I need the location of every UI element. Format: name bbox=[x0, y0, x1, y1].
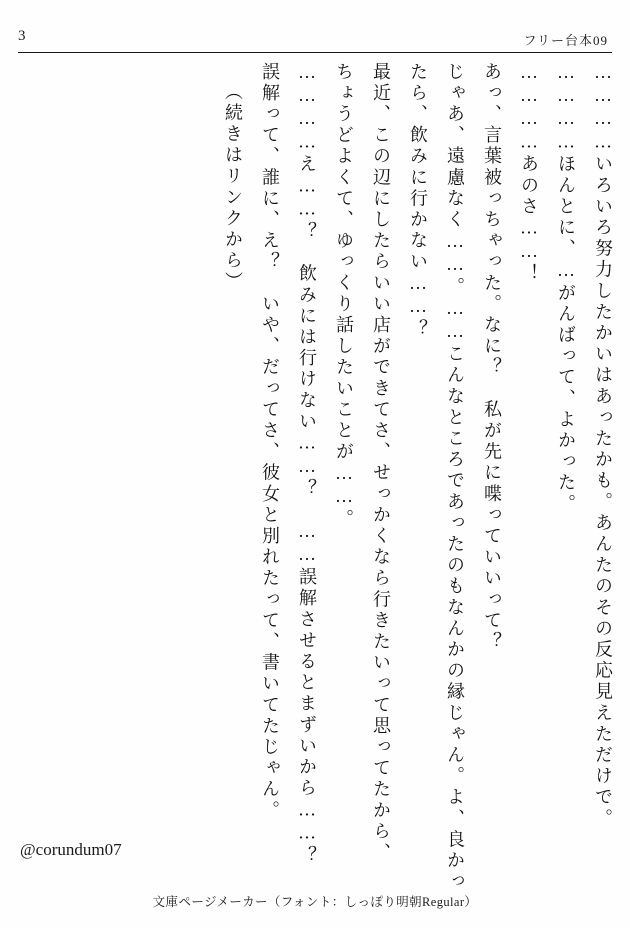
footer-note: 文庫ページメーカー（フォント：しっぽり明朝Regular） bbox=[152, 895, 478, 909]
text-line: 誤解って、誰に、え？ いや、だってさ、彼女と別れたって、書いてたじゃん。 bbox=[260, 62, 280, 822]
text-line: （続きはリンクから） bbox=[223, 82, 243, 293]
text-line: …………え……？ 飲みには行けない……？ ……誤解させるとまずいから……？ bbox=[297, 62, 317, 867]
text-line: じゃあ、遠慮なく……。……こんなところであったのもなんかの縁じゃん。よ、良かっ bbox=[445, 62, 465, 893]
text-line: ちょうどよくて、ゆっくり話したいことが……。 bbox=[334, 62, 354, 531]
author-handle: @corundum07 bbox=[20, 840, 122, 859]
text-line: …………いろいろ努力したかいはあったかも。あんたのその反応見えただけで。 bbox=[593, 62, 613, 830]
text-line: たら、飲みに行かない……？ bbox=[408, 62, 428, 341]
page-number: 3 bbox=[18, 28, 26, 44]
header-divider bbox=[18, 52, 612, 53]
page-header-title: フリー台本09 bbox=[523, 33, 608, 48]
text-line: …………ほんとに、…がんばって、よかった。 bbox=[556, 62, 576, 516]
text-line: 最近、この辺にしたらいい店ができてさ、せっかくなら行きたいって思ってたから、 bbox=[371, 62, 391, 864]
text-line: あっ、言葉被っちゃった。なに？ 私が先に喋っていいって？ bbox=[482, 62, 502, 653]
text-line: …………あのさ……！ bbox=[519, 62, 539, 285]
